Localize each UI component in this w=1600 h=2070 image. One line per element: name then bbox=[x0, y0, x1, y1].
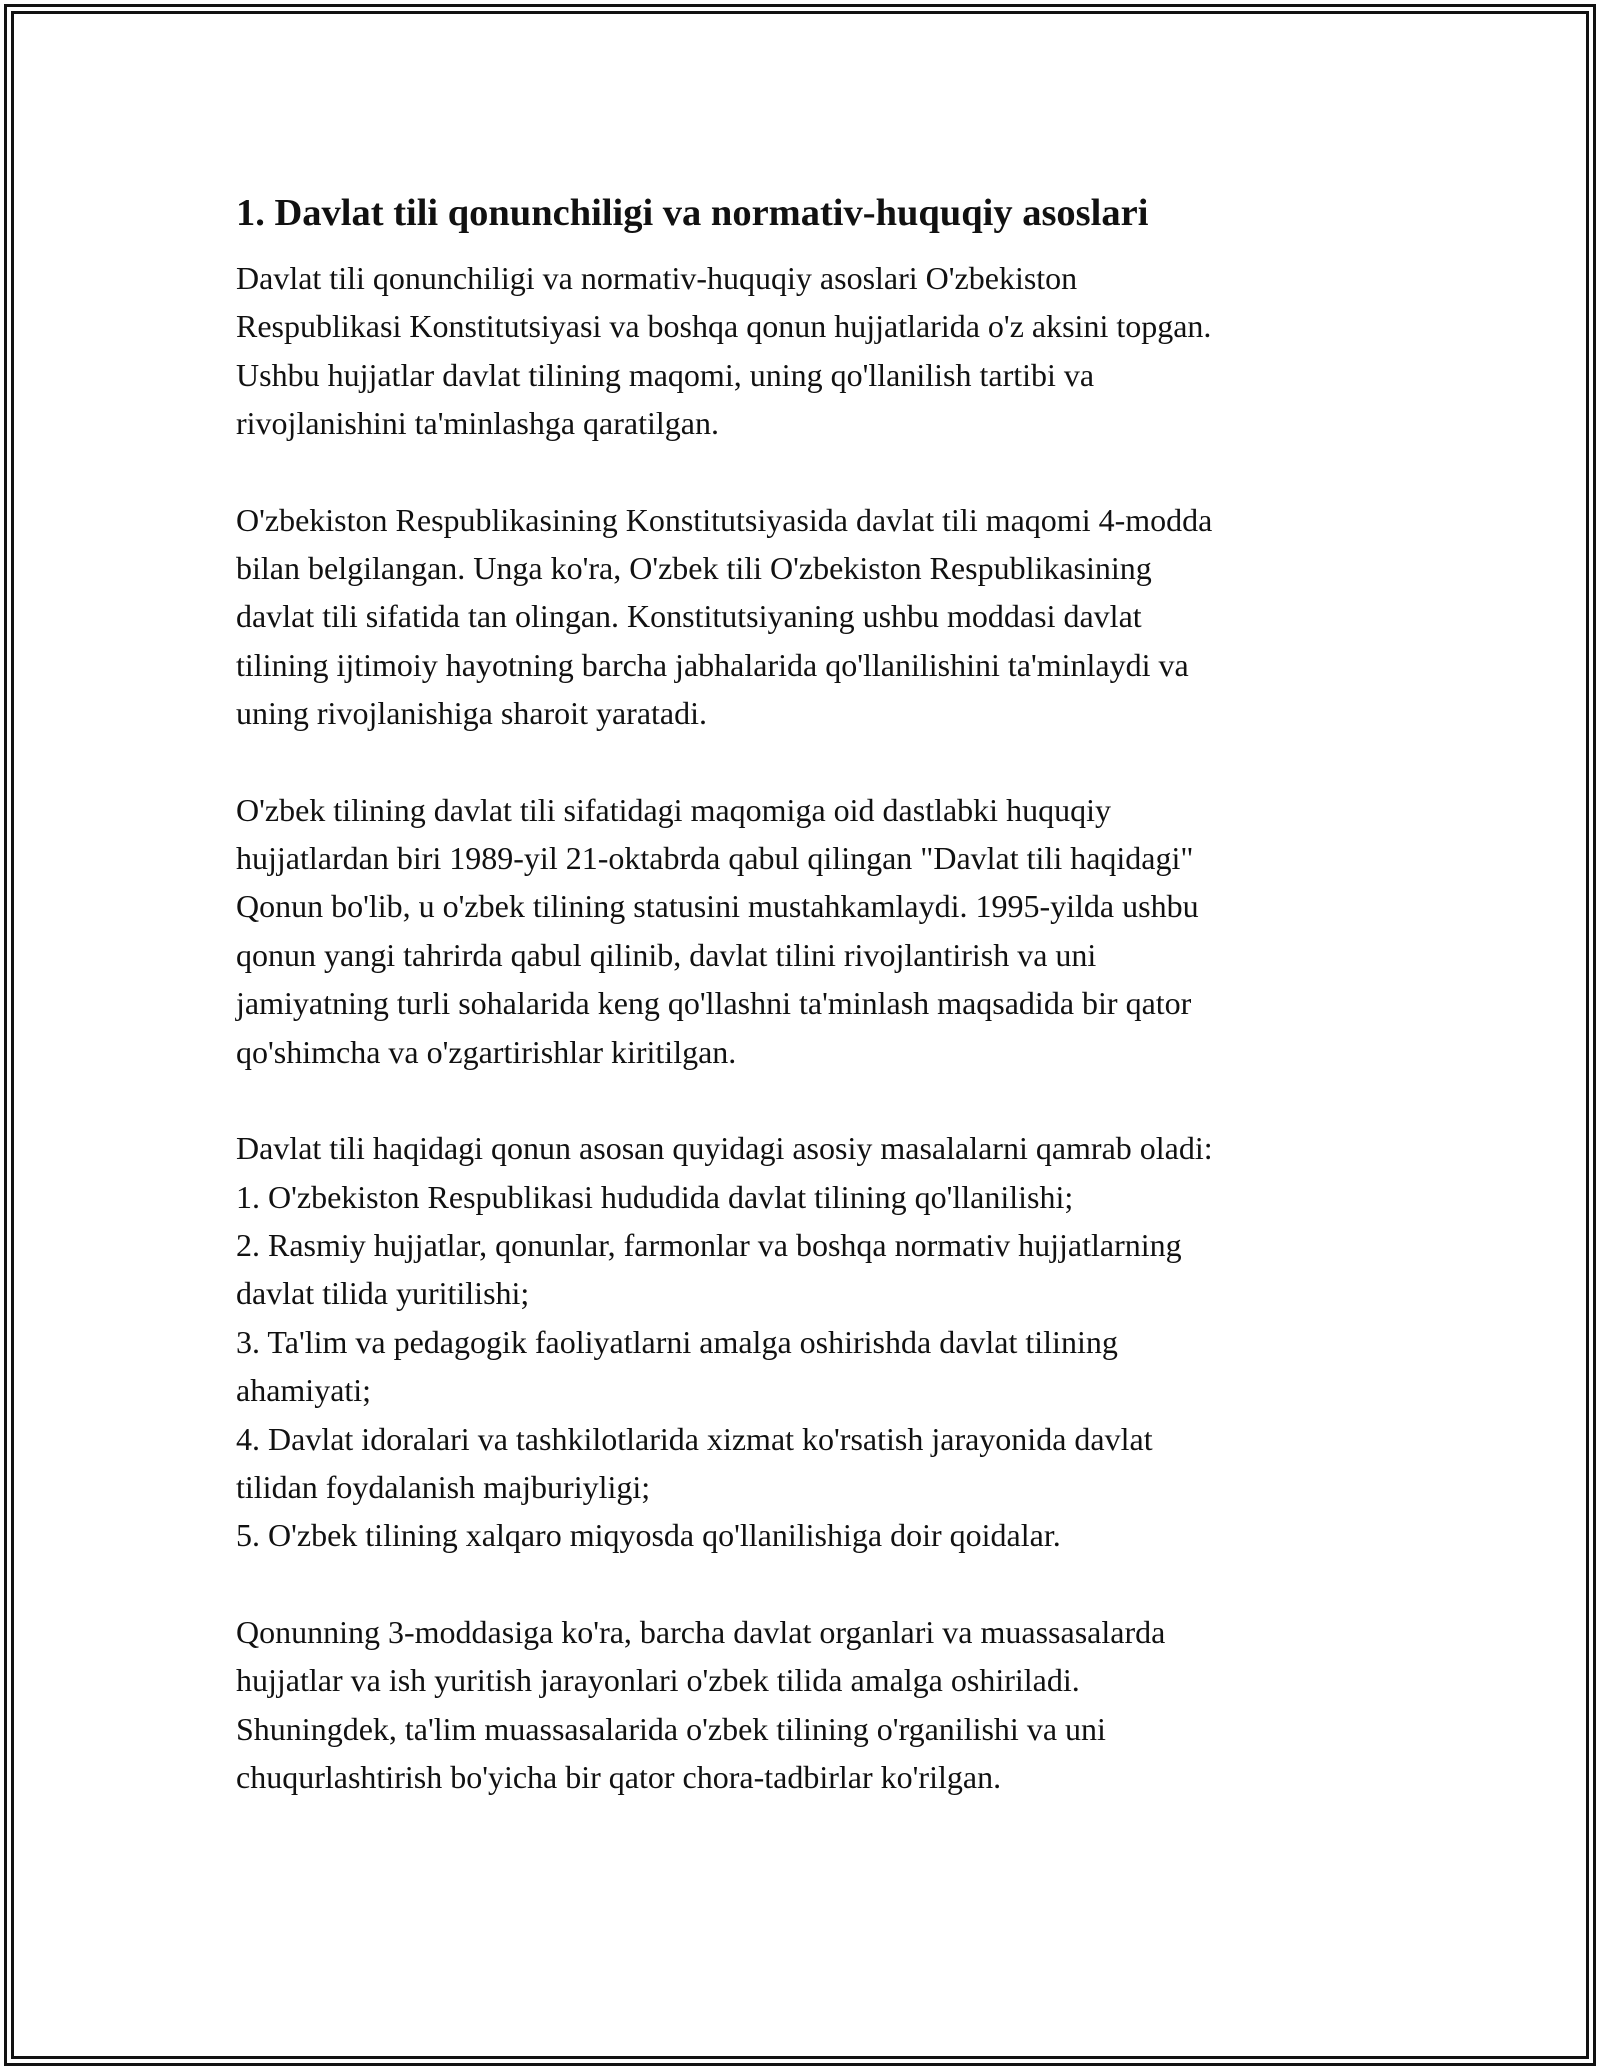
list-item-continuation: davlat tilida yuritilishi; bbox=[236, 1275, 530, 1312]
paragraph-history bbox=[236, 786, 1376, 1076]
paragraph-article-3 bbox=[236, 1608, 1376, 1802]
text-line: Qonun bo'lib, u o'zbek tilining statusini mustahkamlaydi. 1995-yilda ushbu bbox=[236, 888, 1199, 925]
text-line: Shuningdek, ta'lim muassasalarida o'zbek tilining o'rganilishi va uni bbox=[236, 1710, 1106, 1747]
text-line: uning rivojlanishiga sharoit yaratadi. bbox=[236, 695, 707, 732]
paragraph-intro bbox=[236, 254, 1376, 448]
text-line: hujjatlardan biri 1989-yil 21-oktabrda qabul qilingan "Davlat tili haqidagi" bbox=[236, 840, 1194, 877]
list-item: 3. Ta'lim va pedagogik faoliyatlarni amalga oshirishda davlat tilining bbox=[236, 1323, 1118, 1360]
text-line: Respublikasi Konstitutsiyasi va boshqa qonun hujjatlarida o'z aksini topgan. bbox=[236, 308, 1212, 345]
list-item: 1. O'zbekiston Respublikasi hududida davlat tilining qo'llanilishi; bbox=[236, 1178, 1074, 1215]
list-item: 2. Rasmiy hujjatlar, qonunlar, farmonlar va boshqa normativ hujjatlarning bbox=[236, 1226, 1182, 1263]
section-heading: 1. Davlat tili qonunchiligi va normativ-huquqiy asoslari bbox=[236, 192, 1149, 234]
text-line: davlat tili sifatida tan olingan. Konstitutsiyaning ushbu moddasi davlat bbox=[236, 598, 1142, 635]
text-line: qo'shimcha va o'zgartirishlar kiritilgan. bbox=[236, 1033, 737, 1070]
text-line: qonun yangi tahrirda qabul qilinib, davlat tilini rivojlantirish va uni bbox=[236, 936, 1097, 973]
text-line: Davlat tili qonunchiligi va normativ-huquqiy asoslari O'zbekiston bbox=[236, 260, 1078, 296]
text-line: Ushbu hujjatlar davlat tilining maqomi, uning qo'llanilish tartibi va bbox=[236, 356, 1095, 393]
list-item-continuation: ahamiyati; bbox=[236, 1372, 372, 1409]
text-line: Qonunning 3-moddasiga ko'ra, barcha davlat organlari va muassasalarda bbox=[236, 1613, 1166, 1650]
text-line: chuqurlashtirish bo'yicha bir qator chora-tadbirlar ko'rilgan. bbox=[236, 1758, 1002, 1795]
text-line: O'zbekiston Respublikasining Konstitutsiyasida davlat tili maqomi 4-modda bbox=[236, 501, 1213, 538]
text-line: bilan belgilangan. Unga ko'ra, O'zbek tili O'zbekiston Respublikasining bbox=[236, 550, 1152, 587]
text-line: jamiyatning turli sohalarida keng qo'llashni ta'minlash maqsadida bir qator bbox=[236, 985, 1192, 1022]
text-line: rivojlanishini ta'minlashga qaratilgan. bbox=[236, 405, 719, 442]
list-item: 4. Davlat idoralari va tashkilotlarida xizmat ko'rsatish jarayonida davlat bbox=[236, 1420, 1153, 1457]
document-body bbox=[236, 188, 1376, 1801]
text-line: O'zbek tilining davlat tili sifatidagi maqomiga oid dastlabki huquqiy bbox=[236, 791, 1111, 828]
paragraph-constitution bbox=[236, 496, 1376, 738]
text-line: tilining ijtimoiy hayotning barcha jabhalarida qo'llanilishini ta'minlaydi va bbox=[236, 646, 1189, 683]
text-line: hujjatlar va ish yuritish jarayonlari o'zbek tilida amalga oshiriladi. bbox=[236, 1662, 1080, 1699]
paragraph-law-scope-list bbox=[236, 1124, 1376, 1560]
list-item: 5. O'zbek tilining xalqaro miqyosda qo'llanilishiga doir qoidalar. bbox=[236, 1517, 1061, 1554]
text-line: Davlat tili haqidagi qonun asosan quyidagi asosiy masalalarni qamrab oladi: bbox=[236, 1130, 1213, 1167]
list-item-continuation: tilidan foydalanish majburiyligi; bbox=[236, 1468, 651, 1505]
